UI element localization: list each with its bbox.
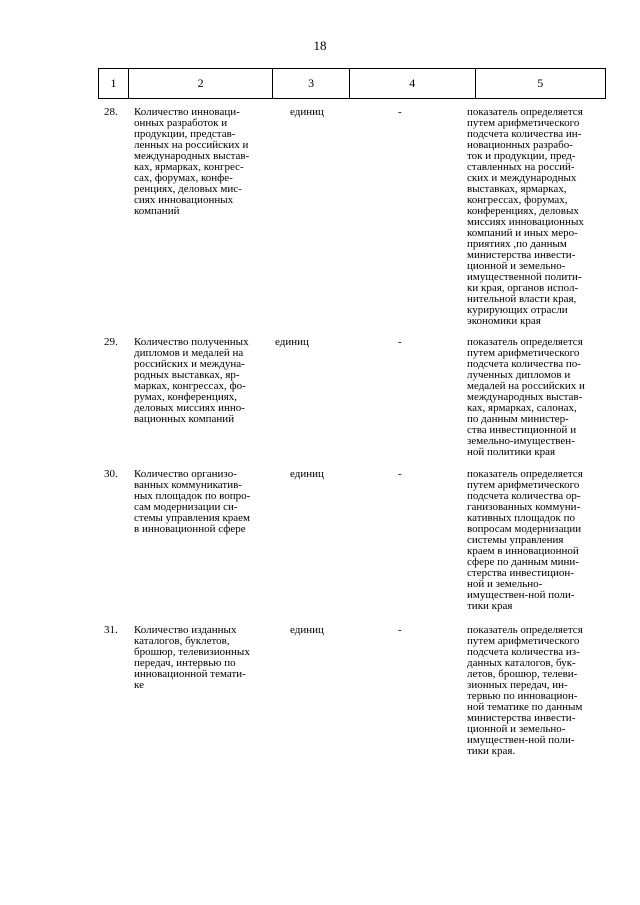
row-indicator-name: Количество полученных дипломов и медалей на российских и междуна- родных выставках, яр- марках, конгрессах, фо- румах, конференциях, деловых миссиях инно- вационных компаний — [134, 336, 249, 425]
row-number: 31. — [104, 624, 118, 636]
row-number: 30. — [104, 468, 118, 480]
row-unit: единиц — [290, 468, 324, 480]
row-indicator-name: Количество организо- ванных коммуникатив- ных площадок по вопро- сам модернизации си- стемы управления краем в инновационной сфере — [134, 468, 251, 535]
row-number: 28. — [104, 106, 118, 118]
row-value: - — [398, 106, 402, 118]
row-description: показатель определяется путем арифметического подсчета количества ор- ганизованных коммуни- кативных площадок по вопросам модернизации системы управления краем в инновационной сфере по данным мини- стерства инвестицион- ной и земельно- имуществен-ной поли- тики края — [467, 468, 583, 612]
row-unit: единиц — [290, 624, 324, 636]
column-header-1: 1 — [99, 69, 129, 98]
row-unit: единиц — [275, 336, 309, 348]
row-description: показатель определяется путем арифметического подсчета количества по- лученных дипломов и медалей на российских и международных выстав- ках, ярмарках, салонах, по данным министер- ства инвестиционной и земельно-имуществен- ной политики края — [467, 336, 585, 458]
row-value: - — [398, 624, 402, 636]
column-header-4: 4 — [350, 69, 476, 98]
row-description: показатель определяется путем арифметического подсчета количества ин- новационных разрабо- ток и продукции, пред- ставленных на россий- ских и международных выставках, ярмарках, конгрессах, форумах, конференциях, деловых миссиях инновационных компаний и иных меро- приятиях ,по данным министерства инвести- ционной и земельно- имущественной полити- ки края, органов испол- нительной власти края, курирующих отрасли экономики края — [467, 106, 584, 327]
row-indicator-name: Количество изданных каталогов, буклетов, брошюр, телевизионных передач, интервью по инновационной темати- ке — [134, 624, 250, 691]
column-header-3: 3 — [273, 69, 350, 98]
column-header-5: 5 — [537, 76, 544, 90]
column-header-2: 2 — [129, 69, 273, 98]
row-number: 29. — [104, 336, 118, 348]
row-description: показатель определяется путем арифметического подсчета количества из- данных каталогов, бук- летов, брошюр, телеви- зионных передач, ин- тервью по инновацион- ной тематике по данным министерства инвести- ционной и земельно- имуществен-ной поли- тики края. — [467, 624, 583, 757]
row-value: - — [398, 336, 402, 348]
row-indicator-name: Количество инноваци- онных разработок и продукции, представ- ленных на российских и международных выстав- ках, ярмарках, конгрес- сах, форумах, конфе- ренциях, деловых мис- сиях инновационных компаний — [134, 106, 250, 217]
row-value: - — [398, 468, 402, 480]
page-number: 18 — [313, 38, 327, 53]
row-unit: единиц — [290, 106, 324, 118]
table-header-row — [98, 68, 606, 99]
